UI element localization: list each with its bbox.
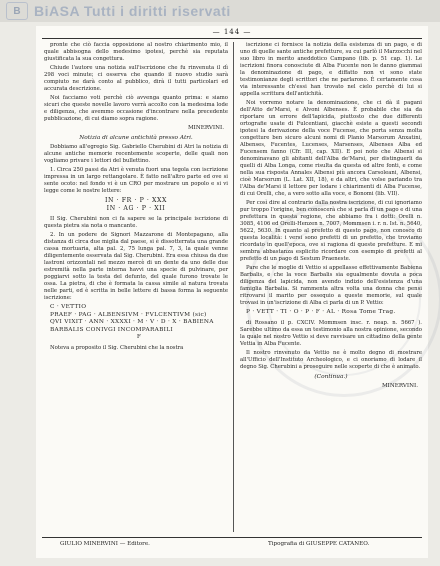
inscription-line: F [136,334,142,340]
paragraph: iscrizione ci fornisce la notizia della esistenza di un pago, e di uno di quelle sante antiche prefetture, su cui parlò il Marzocchi nel suo libro in merito aneddotico Campano (lib. p. 51 cap. 1). Le iscrizioni finora conosciute di Alba Fucente non le danno giammai la denominazione di pago, e diffatto non vi sono state testimonianze degli scrittori che ne parlarono. È certamente cosa via interessante ch'essi han trovato nel cielo perchè di lui si appella scrittura dell'antichità. [240,42,422,97]
paragraph: Chiude l'autore una notizia sull'iscrizione che fu rinvenuta il dì 298 voci minute; ci osserva che quando il nuovo studio sarà compiuto ne darà conto al pubblico, dirà il tutti particolari ed accurata descrizione. [44,65,228,92]
paragraph: Noteva a proposito il Sig. Cherubini che la nostra [50,344,184,351]
paragraph: Per così dire al contrario dalla nostra iscrizione, di cui ignoriamo pur troppo l'origine, ben conoscerà che si parla di un pago e di una prefettura in questa regione, che abbiamo fra i dotti: Orelli n. 3085, 4106 ed Orelli-Henzen n. 7007, Mommsen i. r. n. Ist. n. 5640, 5622, 5630. In quanto al prefetto di questo pago, non conosco di questa località: i versi sono prefetti di un prefetto, che troviamo ricordato in quell'epoca, ove si ragiona di queste prefetture. E mi sembra abbastanza esplicito ricordare con esempio di prefetti al prefetto di un pago di Sestum Praeneste. [240,200,422,262]
library-logo-icon: B [6,2,28,20]
continued-note: (Continua.) [314,373,348,380]
page-number: — 144 — [212,28,252,36]
scanned-page [36,26,428,558]
paragraph: 2. In un podere de Signori Mazzarone di Montepagano, alla distanza di circa due miglia dal paese, si è dissotterrata una grande cassa mortuaria, alta pal. 2, 75 lunga pal. 7, 3, la quale venne diligentemente osservata dal Sig. Cherubini. Era essa chiusa da due lastroni orizzontali nel mezzo mercè di un dente da uno delle due estremità nella parte interna havvi una specie di pulvinare, per poggiarvi sotto la testa del defunto, del quale furono trovate le ossa. La pietra, di che è formata la cassa simile al natura trovata nelle parti, ed è scritta in belle lettere di bassa forma la seguente iscrizione: [44,232,228,301]
inscription-line: IN · FR · P · XXX [104,197,168,204]
author-signature: MINERVINI. [187,125,224,131]
inscription-line: IN · AG · P · XII [106,205,166,212]
paragraph: Noi vorremo notare la denominazione, che ci dà il pagani dell'Atto de'Marsi, e Alvoni Albenses. È probabile che sia da riportare un errore dell'lapicida, piuttosto che due differenti ortografie usate di Fulcentiani, giacchè esiste a questi secondi ipotesi la derivazione della voce Fucense, che porta senza molta congetture ben sicuro alcuni nomi di Planio Marsorum Anxatini, Albenses, Fucentes, Lucenses, Marsenses, Albenses Alba ed Fucensem fanno (Cfr. III, cap. XII). E poi noto che Albensi si denominavano gli abitanti dell'Alba de'Marsi, per distinguerli da quelli di Alba Longa, come risulta da questa ed altre fonti, e come nella sua risposta Annales Albensi più ancora Carsoleani, Albensi, cioè Marsorum (L. Lat. XII, 18), e da altri, che volse parlando tra l'Alba de'Marsi il lettore per lodare i chiarimenti di Alba Fucense, di cui Orelli, che, a vero sotto alla voce, e Bonomi (lib. VII). [240,100,422,197]
paragraph: 1. Circa 250 passi da Atri è venuta fuori una tegola con iscrizione impressa in un largo rettangolare. È fatto nell'altro parte ed ove si sente ocoto: nel fondo vi è un CRO per mostrare un popolo e si vi legge come le nostre lettere: [44,167,228,194]
paragraph: Il nostro rinvenuto da Vettio ne è molto degno di mostrare all'Ufficio dell'Instituto Archeologico, e ci onoriamo di lodare il degno Sig. Cherubini a proseguire nelle scoperte di che è animato. [240,349,422,370]
inscription-line: PRAEF · PAG · ALBENSIVM · FVLCENTIVM (sic) [50,311,207,318]
column-divider [233,42,234,532]
archive-banner [0,0,440,22]
inscription-line: BARBALIS CONIVGI INCOMPARABILI [50,326,173,333]
paragraph: Pare che le moglie di Vettio si appellasse effettivamente Babiena Barbalis, e che la voce Barbalis sia egualmente dovuta a poca diligenza del lapicida, non avendo indizio dell'esistenza d'una famiglia Barbalia. Si rammenta altra volta una donna che pensi ritrovarsi il marito per ossequio a queste memorie, sul quale trovasi in un'iscrizione di Alba ci parla di un P. Vettio: [240,265,422,306]
paragraph: Dobbiamo all'egregio Sig. Gabriello Cherubini di Atri la notizia di alcune antiche memorie recentemente scoperte, delle quali non vogliamo privare i lettori del bullettino. [44,144,228,164]
inscription-block: P · VETT · TI · O · P · F · AL · Rosa Tome Trag. [246,309,396,315]
inscription-line: C · VETTIO [50,304,87,310]
inscription-block [50,304,228,342]
banner-title: BiASA Tutti i diritti riservati [34,3,231,19]
inscription-block [44,197,228,213]
inscription-line: QVI VIXIT · ANN · XXXXI · M · V · D · X · BABIENA [50,319,214,325]
article-heading: Notizia di alcune antichità presso Atri. [79,135,193,141]
editor-credit: GIULIO MINERVINI — Editore. [60,541,150,547]
author-signature: MINERVINI. [381,382,418,389]
page-footer [42,537,422,547]
left-column [44,42,228,354]
paragraph: II Sig. Cherubini non ci fa sapere se la principale iscrizione di questa pietra sia nota o mancante. [44,216,228,229]
header-rule [42,38,422,39]
printer-credit: Tipografia di GIUSEPPE CATANEO. [268,541,370,547]
paragraph: pronte che ciò faccia opposizione al nostro chiarimento mio, il quale abbisogna dello medesimo ipotesi, perchè sia reputata giustificata la sua congettura. [44,42,228,62]
paragraph: di Rossano il p. CXCIV. Mommsen insc. r. neap. n. 5667 ). Sarebbe ultimo da essa un testimonio alla nostra opinione, secondo la quale nel nostro Vettio si deve ravvisare un cittadino della gente Vettia in Alba Fucente. [240,319,422,347]
right-column [240,42,422,393]
paragraph: Noi facciamo voti perchè ciò avvenga quanto prima: e siamo sicuri che queste novelle lavoro verrà accolto con la medesima lode e diligenza, che avemmo occasione d'incontrare nella precedente pubblicazione, di cui diamo sopra ragione. [44,95,228,122]
